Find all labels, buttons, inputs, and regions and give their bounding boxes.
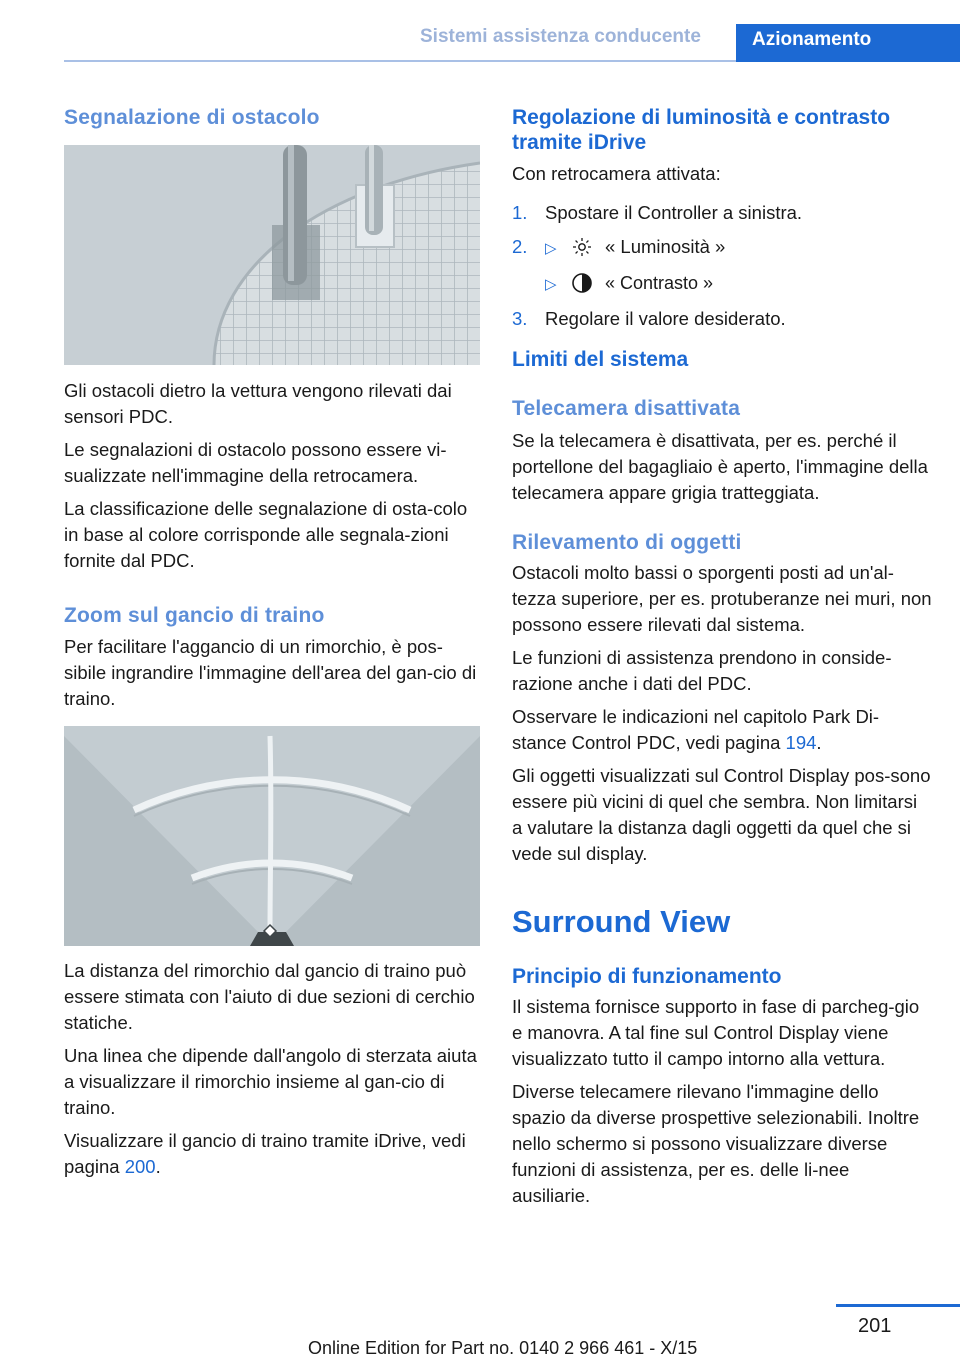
contrast-icon <box>571 272 593 294</box>
step-item: 2. ▷ « Luminosità » <box>512 234 932 262</box>
page-link-200[interactable]: 200 <box>124 1156 156 1177</box>
paragraph: Con retrocamera attivata: <box>512 163 721 184</box>
paragraph-with-link: Osservare le indicazioni nel capitolo Park Di‐stance Control PDC, vedi pagina 194. <box>512 706 880 753</box>
heading-zoom-hitch: Zoom sul gancio di traino <box>64 604 325 627</box>
step-item: 1. Spostare il Controller a sinistra. <box>512 202 803 223</box>
obstacle-illustration <box>64 145 480 365</box>
heading-object-detection: Rilevamento di oggetti <box>512 531 742 554</box>
detection-text <box>512 560 932 874</box>
paragraph: Gli oggetti visualizzati sul Control Display pos‐sono essere più vicini di quel che sembra. Non limitarsi a valutare la distanza dagli oggetti da quel che si vede sul display. <box>512 765 931 864</box>
heading-surround-view: Surround View <box>512 904 731 939</box>
paragraph: Ostacoli molto bassi o sporgenti posti ad un'al‐tezza superiore, per es. protuberanze nei muri, non possono essere rilevati dal sistema. <box>512 562 932 635</box>
paragraph-with-link: Visualizzare il gancio di traino tramite iDrive, vedi pagina 200. <box>64 1130 466 1177</box>
running-header-section: Sistemi assistenza conducente <box>420 26 701 47</box>
paragraph: Le funzioni di assistenza prendono in conside‐razione anche i dati del PDC. <box>512 647 892 694</box>
paragraph: Le segnalazioni di ostacolo possono essere vi‐sualizzate nell'immagine della retrocamera. <box>64 439 447 486</box>
header-rule <box>64 60 736 62</box>
heading-system-limits: Limiti del sistema <box>512 348 689 371</box>
trailer-hitch-illustration <box>64 726 480 946</box>
brightness-icon <box>571 236 593 258</box>
heading-obstacle-signal: Segnalazione di ostacolo <box>64 106 320 129</box>
heading-camera-off: Telecamera disattivata <box>512 397 741 420</box>
page-link-194[interactable]: 194 <box>785 732 817 753</box>
paragraph: Per facilitare l'aggancio di un rimorchio, è pos‐sibile ingrandire l'immagine dell'area del gan‐cio di traino. <box>64 636 477 709</box>
heading-brightness-contrast: Regolazione di luminosità e contrasto tramite iDrive <box>512 106 891 154</box>
paragraph: La classificazione delle segnalazione di osta‐colo in base al colore corrisponde alle segnala‐zioni fornite dal PDC. <box>64 498 468 571</box>
obstacle-text <box>64 378 482 581</box>
running-header-chapter: Azionamento <box>736 24 960 62</box>
paragraph: Una linea che dipende dall'angolo di sterzata aiuta a visualizzare il rimorchio insieme al gan‐cio di traino. <box>64 1045 477 1118</box>
triangle-bullet-icon: ▷ <box>545 276 557 293</box>
paragraph: Se la telecamera è disattivata, per es. perché il portellone del bagagliaio è aperto, l'immagine della telecamera appare grigia tratteggiata. <box>512 430 928 503</box>
footer-rule <box>836 1304 960 1307</box>
page-number: 201 <box>858 1315 892 1337</box>
sub-step: ▷ « Contrasto » <box>512 270 932 298</box>
surround-view-text <box>512 994 932 1216</box>
edition-footer: Online Edition for Part no. 0140 2 966 461 - X/15 <box>308 1338 698 1358</box>
paragraph: Diverse telecamere rilevano l'immagine dello spazio da diverse prospettive selezionabili. Inoltre nello schermo si possono visualizzare diverse funzioni di assistenza, per es. delle li‐nee ausiliarie. <box>512 1081 920 1206</box>
paragraph: Il sistema fornisce supporto in fase di parcheg‐gio e manovra. A tal fine sul Control Display viene visualizzato tutto il campo intorno alla vettura. <box>512 996 920 1069</box>
heading-operating-principle: Principio di funzionamento <box>512 965 782 988</box>
triangle-bullet-icon: ▷ <box>545 240 557 257</box>
steps-list <box>512 200 932 340</box>
paragraph: La distanza del rimorchio dal gancio di traino può essere stimata con l'aiuto di due sezioni di cerchio statiche. <box>64 960 475 1033</box>
hitch-text <box>64 958 482 1187</box>
step-item: 3. Regolare il valore desiderato. <box>512 308 786 329</box>
paragraph: Gli ostacoli dietro la vettura vengono rilevati dai sensori PDC. <box>64 380 452 427</box>
